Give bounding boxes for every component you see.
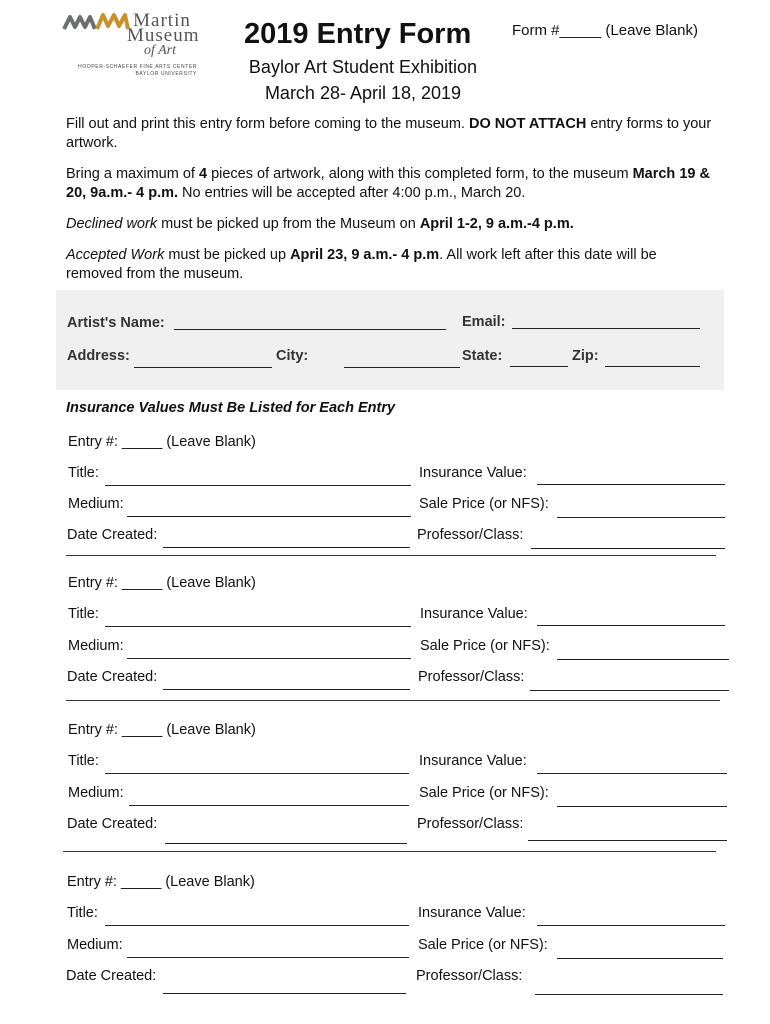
title-label: Title: [68,606,99,622]
date-created-field[interactable] [163,689,410,690]
sale-price-label: Sale Price (or NFS): [419,496,549,512]
artist-info-box [56,290,724,390]
insurance-value-field[interactable] [537,773,727,774]
date-created-label: Date Created: [67,669,158,685]
insurance-value-field[interactable] [537,484,725,485]
sale-price-label: Sale Price (or NFS): [418,937,548,953]
entry-separator [66,700,720,701]
sale-price-field[interactable] [557,659,729,660]
p3-declined: Declined work [66,216,158,232]
page-title: 2019 Entry Form [244,18,472,50]
logo-line-2: Museum [127,25,200,46]
artist-name-label: Artist's Name: [67,315,165,331]
exhibition-dates: March 28- April 18, 2019 [264,83,462,103]
p2-text-e: No entries will be accepted after 4:00 p.m., March 20. [178,185,526,201]
date-created-label: Date Created: [66,968,157,984]
professor-class-label: Professor/Class: [418,669,525,685]
zip-field[interactable] [605,366,700,367]
entry-number-label: Entry #: _____ (Leave Blank) [68,722,256,738]
insurance-value-label: Insurance Value: [419,753,527,769]
medium-label: Medium: [68,496,124,512]
p3-text-b: must be picked up from the Museum on [157,216,420,232]
p2-count: 4 [198,166,208,182]
address-label: Address: [67,348,130,364]
date-created-label: Date Created: [67,527,158,543]
insurance-heading: Insurance Values Must Be Listed for Each Entry [66,400,396,416]
professor-class-field[interactable] [535,994,723,995]
entry-separator [63,851,716,852]
title-field[interactable] [105,485,411,486]
professor-class-label: Professor/Class: [416,968,523,984]
title-field[interactable] [105,626,411,627]
professor-class-field[interactable] [530,690,729,691]
sale-price-label: Sale Price (or NFS): [419,785,549,801]
address-field[interactable] [134,367,272,368]
form-number-field: Form #_____ (Leave Blank) [512,22,698,39]
instruction-paragraph-2 [66,165,716,203]
sale-price-field[interactable] [557,806,727,807]
p2-dates: March 19 & 20, 9a.m.- 4 p.m. [66,166,710,201]
p4-dates: April 23, 9 a.m.- 4 p.m [290,247,440,263]
instruction-paragraph-1 [66,115,716,153]
insurance-value-field[interactable] [537,925,725,926]
city-label: City: [276,348,309,364]
date-created-field[interactable] [163,547,410,548]
professor-class-field[interactable] [531,548,725,549]
p4-accepted: Accepted Work [66,247,165,263]
p2-text-c: pieces of artwork, along with this completed form, to the museum [207,166,633,182]
p2-text-a: Bring a maximum of [66,166,199,182]
city-field[interactable] [344,367,460,368]
date-created-label: Date Created: [67,816,158,832]
sale-price-field[interactable] [557,958,723,959]
museum-logo-mark-icon [62,11,130,33]
sale-price-field[interactable] [557,517,725,518]
medium-field[interactable] [127,516,411,517]
entry-number-label: Entry #: _____ (Leave Blank) [68,575,256,591]
exhibition-name: Baylor Art Student Exhibition [248,57,478,77]
p1-text-a: Fill out and print this entry form before coming to the museum. [66,116,469,132]
email-label: Email: [462,314,506,330]
medium-field[interactable] [127,658,411,659]
entry-number-label: Entry #: _____ (Leave Blank) [67,874,255,890]
email-field[interactable] [512,328,700,329]
p4-text-b: must be picked up [164,247,291,263]
professor-class-label: Professor/Class: [417,527,524,543]
sale-price-label: Sale Price (or NFS): [420,638,550,654]
title-label: Title: [67,905,98,921]
logo-sub-1: HOOPER-SCHAEFER FINE ARTS CENTER [78,64,197,70]
insurance-value-field[interactable] [537,625,725,626]
logo-line-3: of Art [143,43,177,58]
logo-subtitle [62,64,197,78]
date-created-field[interactable] [165,843,407,844]
insurance-value-label: Insurance Value: [418,905,526,921]
p1-text-c: entry forms to your artwork. [66,116,712,151]
title-label: Title: [68,753,99,769]
p3-dates: April 1-2, 9 a.m.-4 p.m. [419,216,574,232]
instruction-paragraph-4 [66,246,716,284]
medium-label: Medium: [68,638,124,654]
entry-separator [66,555,716,556]
professor-class-label: Professor/Class: [417,816,524,832]
date-created-field[interactable] [163,993,406,994]
title-field[interactable] [105,773,409,774]
entry-number-label: Entry #: _____ (Leave Blank) [68,434,256,450]
p4-text-d: . All work left after this date will be removed from the museum. [66,247,657,282]
medium-field[interactable] [129,805,409,806]
artist-name-field[interactable] [174,329,446,330]
title-field[interactable] [105,925,409,926]
instruction-paragraph-3 [66,215,716,234]
museum-logo [127,10,200,58]
zip-label: Zip: [572,348,599,364]
logo-sub-2: BAYLOR UNIVERSITY [135,71,197,77]
state-field[interactable] [510,366,568,367]
logo-line-1: Martin [133,10,191,31]
medium-field[interactable] [127,957,409,958]
medium-label: Medium: [68,785,124,801]
title-label: Title: [68,465,99,481]
state-label: State: [462,348,503,364]
professor-class-field[interactable] [528,840,727,841]
p1-emphasis: DO NOT ATTACH [468,116,587,132]
insurance-value-label: Insurance Value: [420,606,528,622]
insurance-value-label: Insurance Value: [419,465,527,481]
medium-label: Medium: [67,937,123,953]
